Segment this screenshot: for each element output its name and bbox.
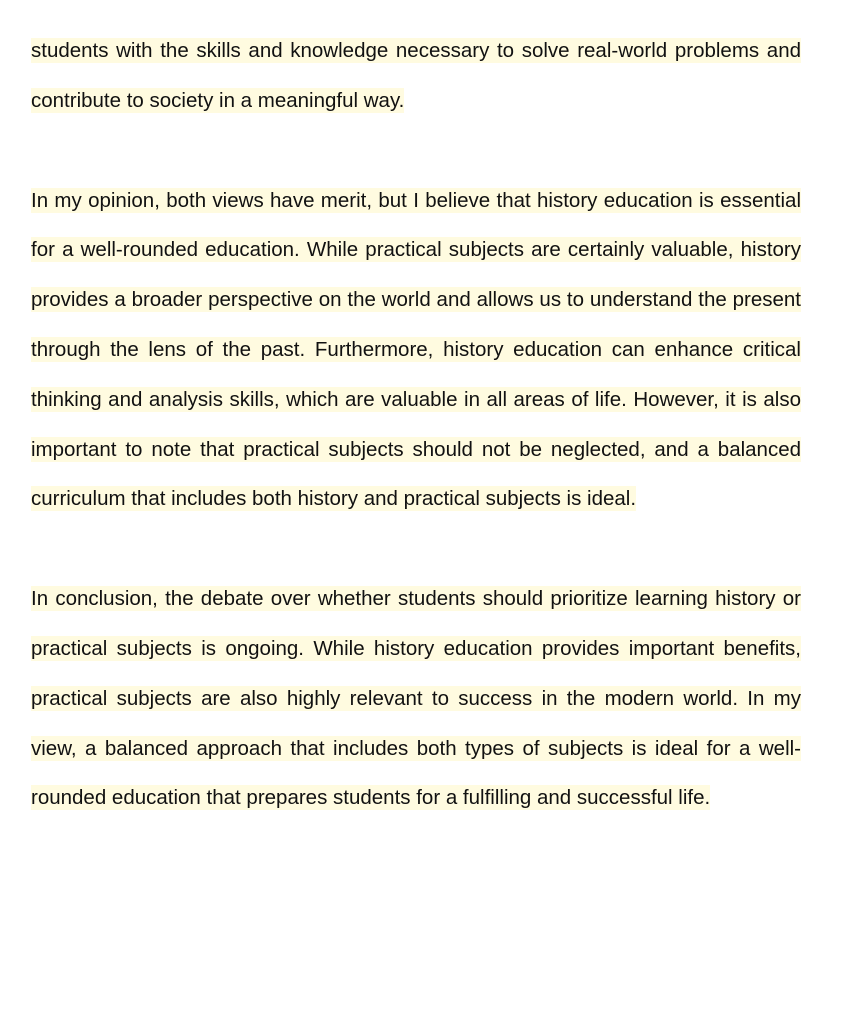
paragraph-text: students with the skills and knowledge necessary to solve real-world problems and contribute to society in a meaningful way. xyxy=(31,39,801,112)
paragraph-text: In my opinion, both views have merit, but I believe that history education is essential for a well-rounded education. While practical subjects are certainly valuable, history provides a broader perspective on the world and allows us to understand the present through the lens of the past. Furthermore, history education can enhance critical thinking and analysis skills, which are valuable in all areas of life. However, it is also important to note that practical subjects should not be neglected, and a balanced curriculum that includes both history and practical subjects is ideal. xyxy=(31,188,801,511)
document-page xyxy=(31,26,801,823)
paragraph-intro-tail xyxy=(31,26,801,126)
paragraph-conclusion xyxy=(31,574,801,823)
paragraph-opinion xyxy=(31,176,801,525)
paragraph-text: In conclusion, the debate over whether students should prioritize learning history or practical subjects is ongoing. While history education provides important benefits, practical subjects are also highly relevant to success in the modern world. In my view, a balanced approach that includes both types of subjects is ideal for a well-rounded education that prepares students for a fulfilling and successful life. xyxy=(31,587,801,810)
